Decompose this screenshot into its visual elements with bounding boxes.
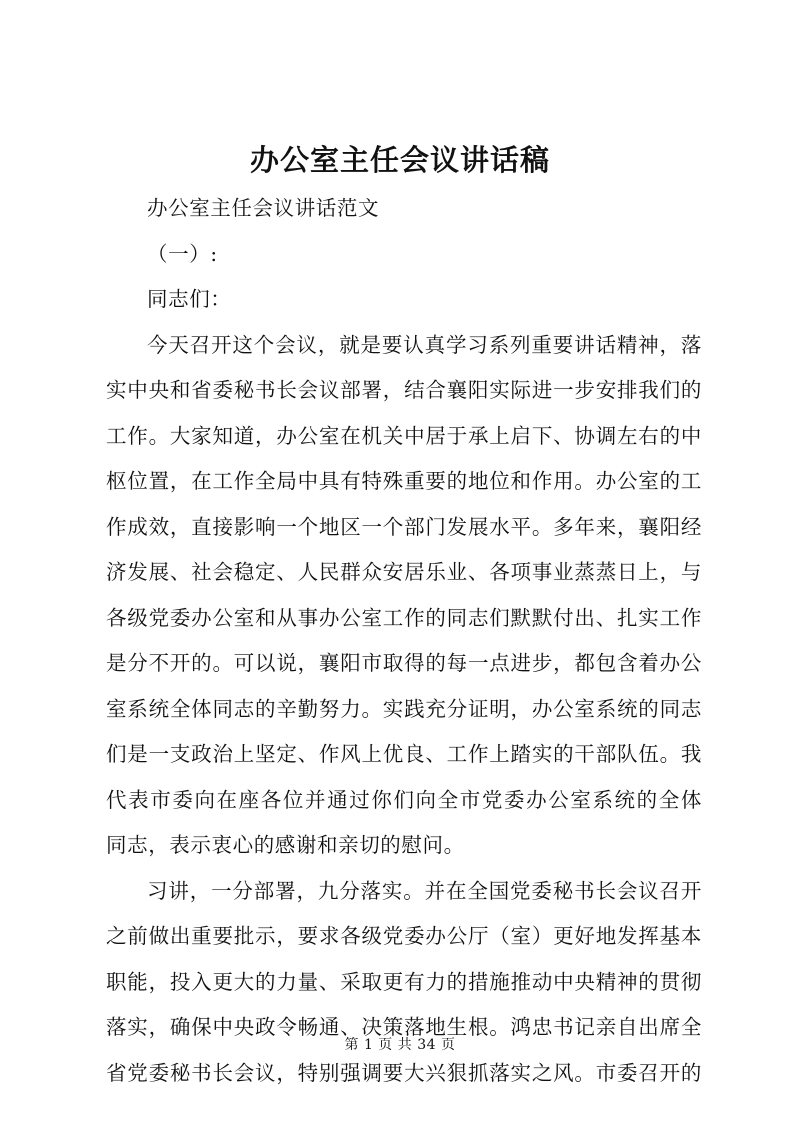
- body-line: 实中央和省委秘书长会议部署，结合襄阳实际进一步安排我们的: [106, 378, 702, 402]
- document-title: 办公室主任会议讲话稿: [249, 143, 550, 177]
- body-line: 作成效，直接影响一个地区一个部门发展水平。多年来，襄阳经: [106, 514, 702, 539]
- body-line: 习讲，一分部署，九分落实。并在全国党委秘书长会议召开: [147, 878, 702, 903]
- subtitle-line: 办公室主任会议讲话范文: [147, 196, 380, 220]
- body-line: 落实，确保中央政令畅通、决策落地生根。鸿忠书记亲自出席全: [106, 1015, 702, 1039]
- section-marker-line: （一）:: [147, 241, 218, 266]
- body-line: 今天召开这个会议，就是要认真学习系列重要讲话精神，落: [147, 332, 702, 357]
- body-line: 们是一支政治上坚定、作风上优良、工作上踏实的干部队伍。我: [106, 742, 702, 766]
- body-line: 代表市委向在座各位并通过你们向全市党委办公室系统的全体: [106, 787, 702, 812]
- body-line: 省党委秘书长会议，特别强调要大兴狠抓落实之风。市委召开的: [106, 1060, 702, 1085]
- body-line: 济发展、社会稳定、人民群众安居乐业、各项事业蒸蒸日上，与: [106, 560, 702, 584]
- body-line: 枢位置，在工作全局中具有特殊重要的地位和作用。办公室的工: [106, 469, 702, 493]
- document-body: [106, 186, 702, 1096]
- salutation-line: 同志们：: [147, 287, 232, 311]
- page-number-footer: 第 1 页 共 34 页: [344, 1037, 456, 1053]
- body-line: 之前做出重要批示，要求各级党委办公厅（室）更好地发挥基本: [106, 924, 702, 948]
- body-line: 工作。大家知道，办公室在机关中居于承上启下、协调左右的中: [106, 423, 702, 448]
- body-line: 各级党委办公室和从事办公室工作的同志们默默付出、扎实工作: [106, 605, 702, 630]
- body-line: 室系统全体同志的辛勤努力。实践充分证明，办公室系统的同志: [106, 696, 702, 721]
- body-line: 职能，投入更大的力量、采取更有力的措施推动中央精神的贯彻: [106, 969, 702, 994]
- body-line: 是分不开的。可以说，襄阳市取得的每一点进步，都包含着办公: [106, 651, 702, 675]
- body-line: 同志，表示衷心的感谢和亲切的慰问。: [106, 833, 465, 857]
